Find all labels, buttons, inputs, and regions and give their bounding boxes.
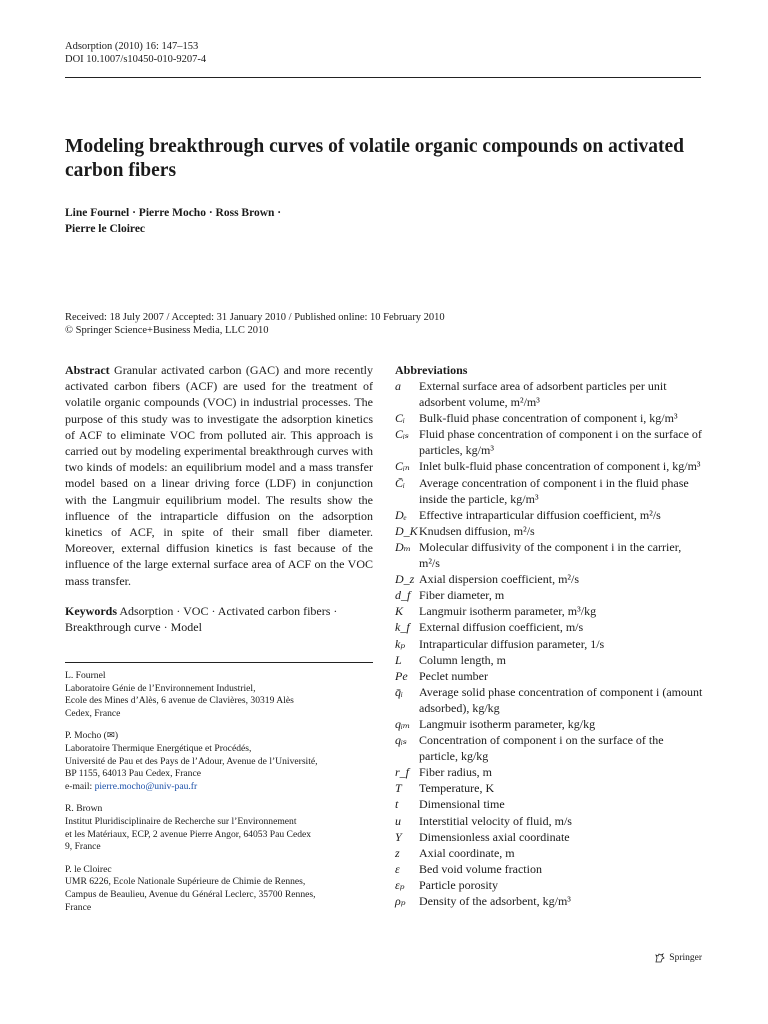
abbreviation-symbol: ρₚ: [395, 894, 406, 908]
abbreviation-definition: Knudsen diffusion, m²/s: [419, 523, 535, 538]
affiliation-line: L. Fournel: [65, 670, 106, 681]
abbreviation-row: [395, 539, 705, 571]
publisher-name: Springer: [669, 953, 702, 963]
abbreviation-definition: Average solid phase concentration of component i (amount adsorbed), kg/kg: [419, 684, 703, 715]
abbreviation-symbol: D_z: [395, 572, 415, 587]
abbreviation-row: [395, 877, 705, 893]
abbreviation-row: [395, 716, 705, 732]
affiliation-line: P. le Cloirec: [65, 863, 112, 875]
abbreviation-definition: Axial coordinate, m: [419, 845, 515, 860]
keywords-heading: Keywords: [65, 604, 117, 618]
abbreviation-symbol: qᵢₛ: [395, 733, 407, 748]
abbreviation-row: [395, 603, 705, 619]
abbreviation-row: [395, 426, 705, 458]
affiliation-line: Université de Pau et des Pays de l’Adour, Avenue de l’Université,: [65, 755, 318, 767]
abbreviation-row: [395, 636, 705, 652]
email-label: e-mail:: [65, 780, 95, 792]
email-link[interactable]: pierre.mocho@univ-pau.fr: [94, 780, 198, 792]
abbreviation-definition: Molecular diffusivity of the component i in the carrier, m²/s: [419, 539, 682, 571]
abbreviation-symbol: Cᵢ: [395, 411, 405, 426]
affiliation-line: France: [65, 901, 92, 913]
abbreviation-definition: Dimensional time: [419, 797, 505, 812]
abbreviation-symbol: k_f: [395, 620, 410, 635]
affiliation-line: Ecole des Mines d’Alès, 6 avenue de Clavières, 30319 Alès: [65, 695, 294, 707]
affiliation-line: Cedex, France: [65, 707, 121, 719]
springer-horse-icon: [654, 952, 666, 964]
abbreviation-row: [395, 475, 705, 507]
publication-dates: [65, 311, 705, 337]
abbreviation-definition: Dimensionless axial coordinate: [419, 829, 570, 844]
affiliation-line: Laboratoire Génie de l’Environnement Industriel,: [65, 682, 256, 694]
abbreviation-symbol: kₚ: [395, 636, 406, 651]
abbreviation-row: [395, 813, 705, 829]
abbreviation-definition: Concentration of component i on the surface of the particle, kg/kg: [419, 733, 664, 764]
affiliation-line: Institut Pluridisciplinaire de Recherche sur l’Environnement: [65, 815, 297, 827]
affiliation-line: Laboratoire Thermique Energétique et Procédés,: [65, 742, 252, 754]
paper-title: Modeling breakthrough curves of volatile organic compounds on activated carbon fibers: [65, 136, 684, 181]
abbreviation-row: [395, 732, 705, 764]
abbreviation-row: [395, 458, 705, 474]
abbreviation-definition: Fluid phase concentration of component i on the surface of particles, kg/m³: [419, 427, 702, 458]
header-rule: [65, 77, 701, 78]
abbreviation-definition: Fiber radius, m: [419, 765, 492, 780]
abbreviation-definition: Langmuir isotherm parameter, kg/kg: [419, 716, 596, 731]
affiliations: [65, 670, 373, 924]
abbreviation-symbol: Y: [395, 829, 402, 844]
abbreviation-definition: Peclet number: [419, 668, 488, 683]
abbreviation-definition: Effective intraparticular diffusion coefficient, m²/s: [419, 507, 661, 522]
abbreviation-definition: Axial dispersion coefficient, m²/s: [419, 572, 580, 587]
abbreviation-row: [395, 619, 705, 635]
abbreviation-definition: Bulk-fluid phase concentration of component i, kg/m³: [419, 411, 678, 426]
affiliation-line: R. Brown: [65, 803, 103, 815]
abbreviation-symbol: ε: [395, 861, 400, 876]
abbreviation-row: [395, 893, 705, 909]
abbreviation-definition: External surface area of adsorbent particles per unit adsorbent volume, m²/m³: [419, 379, 667, 410]
abbreviation-row: [395, 684, 705, 716]
abbreviations-list: [395, 378, 705, 909]
abbreviation-definition: Bed void volume fraction: [419, 861, 542, 876]
abbreviation-symbol: Pe: [395, 668, 408, 683]
abbreviation-definition: Column length, m: [419, 652, 506, 667]
abbreviation-symbol: C̄ᵢ: [395, 475, 405, 490]
abbreviation-row: [395, 378, 705, 410]
abbreviation-symbol: Cᵢₙ: [395, 459, 410, 474]
author-list: [65, 206, 465, 237]
abbreviation-row: [395, 764, 705, 780]
abbreviation-symbol: qᵢₘ: [395, 716, 411, 731]
abbreviation-definition: External diffusion coefficient, m/s: [419, 620, 584, 635]
abbreviation-definition: Langmuir isotherm parameter, m³/kg: [419, 604, 597, 619]
abbreviation-row: [395, 780, 705, 796]
abbreviation-symbol: Cᵢₛ: [395, 427, 409, 442]
abbreviation-symbol: T: [395, 781, 402, 796]
abbreviation-row: [395, 829, 705, 845]
abbreviation-row: [395, 652, 705, 668]
abbreviation-row: [395, 410, 705, 426]
journal-citation: Adsorption (2010) 16: 147–153: [65, 41, 199, 52]
email-line: [65, 781, 373, 794]
abbreviation-symbol: d_f: [395, 588, 411, 603]
abbreviation-symbol: Dₑ: [395, 507, 407, 522]
abbreviation-row: [395, 861, 705, 877]
publisher-footer: [654, 952, 702, 964]
abbreviation-symbol: u: [395, 813, 401, 828]
abbreviation-row: [395, 668, 705, 684]
received-line: Received: 18 July 2007 / Accepted: 31 January 2010 / Published online: 10 February 2010: [65, 312, 445, 323]
abstract: [65, 362, 373, 589]
abbreviation-definition: Average concentration of component i in the fluid phase inside the particle, kg/m³: [419, 475, 689, 506]
keywords: [65, 603, 373, 635]
affiliation-line: P. Mocho (✉): [65, 730, 119, 742]
abbreviation-definition: Inlet bulk-fluid phase concentration of component i, kg/m³: [419, 459, 701, 474]
journal-header: [65, 40, 206, 66]
doi-line: DOI 10.1007/s10450-010-9207-4: [65, 54, 207, 65]
abbreviation-definition: Particle porosity: [419, 877, 498, 892]
abbreviations-heading: Abbreviations: [395, 363, 468, 377]
authors-line-2: Pierre le Cloirec: [65, 222, 146, 235]
abbreviation-symbol: Dₘ: [395, 539, 412, 554]
abbreviation-symbol: εₚ: [395, 877, 405, 892]
abbreviation-definition: Interstitial velocity of fluid, m/s: [419, 813, 572, 828]
affiliation-line: UMR 6226, Ecole Nationale Supérieure de Chimie de Rennes,: [65, 876, 306, 888]
abbreviation-symbol: t: [395, 797, 399, 812]
abbreviation-symbol: z: [395, 845, 400, 860]
affiliation-fournel: [65, 670, 373, 720]
abbreviation-definition: Temperature, K: [419, 781, 495, 796]
abbreviation-symbol: D_K: [395, 523, 418, 538]
abbreviation-symbol: L: [395, 652, 402, 667]
affiliation-line: et les Matériaux, ECP, 2 avenue Pierre Angor, 64053 Pau Cedex: [65, 828, 312, 840]
abbreviation-symbol: a: [395, 379, 401, 393]
abstract-text: Granular activated carbon (GAC) and more recently activated carbon fibers (ACF) are used for the treatment of volatile organic compounds (VOC) in industrial processes. The purpose of this study was to investigate the adsorption kinetics of ACF to eliminate VOC from polluted air. This approach is carried out by modeling experimental breakthrough curves with two kinds of models: an equilibrium model and a mass transfer model based on a linear driving force (LDF) in conjunction with the Langmuir equilibrium model. The results show the influence of the intraparticle diffusion on the adsorption kinetics of ACF, in spite of their small fiber diameter. Moreover, external diffusion kinetics is fast because of the influence of the large external surface area of ACF on the VOC mass transfer.: [65, 363, 373, 588]
keywords-text: Adsorption · VOC · Activated carbon fibers · Breakthrough curve · Model: [65, 604, 338, 635]
abbreviation-row: [395, 571, 705, 587]
abbreviation-definition: Density of the adsorbent, kg/m³: [419, 894, 571, 908]
abbreviation-row: [395, 845, 705, 861]
authors-line-1: Line Fournel · Pierre Mocho · Ross Brown ·: [65, 207, 282, 219]
affiliation-rule: [65, 662, 373, 663]
abbreviation-row: [395, 796, 705, 812]
abbreviation-symbol: K: [395, 604, 404, 619]
abbreviation-row: [395, 523, 705, 539]
affiliation-line: BP 1155, 64013 Pau Cedex, France: [65, 768, 201, 780]
abbreviation-definition: Fiber diameter, m: [419, 588, 505, 603]
abbreviation-row: [395, 587, 705, 603]
abbreviation-symbol: q̄ᵢ: [395, 684, 403, 699]
abbreviation-symbol: r_f: [395, 765, 410, 780]
abbreviation-row: [395, 507, 705, 523]
affiliation-mocho: [65, 730, 373, 793]
affiliation-brown: [65, 803, 373, 853]
copyright-line: © Springer Science+Business Media, LLC 2010: [65, 325, 269, 336]
abstract-heading: Abstract: [65, 363, 110, 377]
abbreviation-definition: Intraparticular diffusion parameter, 1/s: [419, 636, 605, 651]
affiliation-line: 9, France: [65, 841, 101, 853]
affiliation-le-cloirec: [65, 864, 373, 914]
affiliation-line: Campus de Beaulieu, Avenue du Général Leclerc, 35700 Rennes,: [65, 888, 316, 900]
